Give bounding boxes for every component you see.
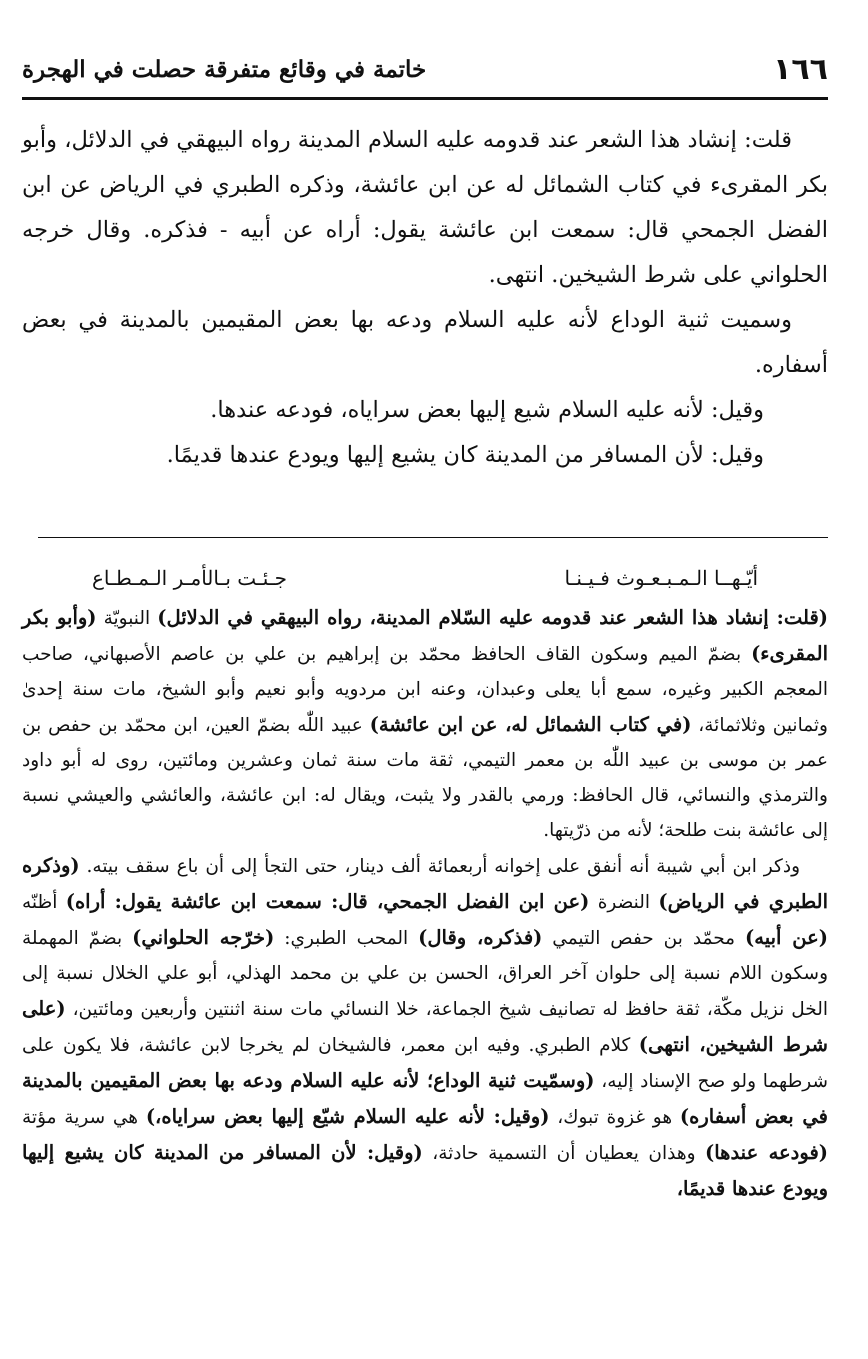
running-title: خاتمة في وقائع متفرقة حصلت في الهجرة [22, 55, 427, 83]
commentary-text-run: بضمّ الميم وسكون القاف الحافظ محمّد بن إبراهيم بن علي بن عاصم الأصبهاني، صاحب المعجم الكبير وغيره، سمع أبا يعلى وعبدان، وعنه ابن مردويه وأبو نعيم وأبو الشيخ، مات سنة إحدىٰ وثمانين وثلاثمائة، [22, 644, 828, 736]
quoted-text: (وسمّيت ثنية الوداع؛ لأنه عليه السلام ودعه بها بعض المقيمين بالمدينة في بعض أسفاره) [22, 1069, 828, 1128]
commentary-text-run: هو غزوة تبوك، [549, 1107, 680, 1128]
main-paragraph-4: وقيل: لأن المسافر من المدينة كان يشيع إليها ويودع عندها قديمًا. [166, 442, 764, 468]
quoted-text: (عن أبيه) [745, 926, 828, 949]
quoted-text: (فودعه عندها) [705, 1141, 828, 1164]
page-header [22, 44, 828, 94]
main-text [22, 118, 828, 478]
commentary-text-run: المحب الطبري: [274, 928, 419, 949]
verse-second-hemistich: جـئـت بـالأمـر الـمـطـاع [92, 566, 288, 590]
commentary-text-run: عبيد اللّٰه بضمّ العين، ابن محمّد بن حفص بن عمر بن موسى بن عبيد اللّٰه بن معمر التيمي، ثقة مات سنة ثمان وعشرين ومائتين، روى له أبو داود والترمذي والنسائي، قال الحافظ: ورمي بالقدر ولا يثبت، ويقال له: ابن عائشة، والعائشي والعيشي نسبة إلى عائشة بنت طلحة؛ لأنه من ذرّيتها. [22, 715, 828, 841]
quoted-text: (وقيل: لأنه عليه السلام شيّع إليها بعض سراياه،) [145, 1105, 550, 1128]
header-rule [22, 97, 828, 100]
commentary-text-run: هي سرية مؤتة [22, 1107, 146, 1128]
commentary-text-run: محمّد بن حفص التيمي [542, 928, 746, 949]
quoted-text: (في كتاب الشمائل له، عن ابن عائشة) [369, 713, 692, 736]
main-paragraph-1: قلت: إنشاد هذا الشعر عند قدومه عليه السلام المدينة رواه البيهقي في الدلائل، وأبو بكر المقرىء في كتاب الشمائل له عن ابن عائشة، وذكره الطبري في الرياض عن ابن الفضل الجمحي قال: سمعت ابن عائشة يقول: أراه عن أبيه - فذكره. وقال خرجه الحلواني على شرط الشيخين. انتهى. [22, 127, 828, 288]
poem-verse [22, 556, 828, 600]
commentary-paragraph-1 [22, 600, 828, 848]
commentary-text-run: النضرة [589, 892, 659, 913]
quoted-text: (وذكره الطبري في الرياض) [22, 854, 829, 913]
commentary-text-run: بضمّ المهملة وسكون اللام نسبة إلى حلوان آخر العراق، الحسن بن علي بن محمد الهذلي، أبو علي الخلال نسبة إلى الخل نزيل مكّة، ثقة حافظ له تصانيف شيخ الجماعة، خلا النسائي مات سنة اثنتين وأربعين ومائتين، [22, 928, 828, 1020]
main-paragraph-2: وسميت ثنية الوداع لأنه عليه السلام ودعه بها بعض المقيمين بالمدينة في بعض أسفاره. [22, 307, 828, 378]
footnote-separator [38, 537, 828, 538]
commentary-text-run: وذكر ابن أبي شيبة أنه أنفق على إخوانه أربعمائة ألف دينار، حتى التجأ إلى أن باع سقف بيته. [79, 856, 800, 877]
commentary-text-run: أظنّه [22, 892, 66, 913]
quoted-text: (على شرط الشيخين، انتهى) [22, 997, 828, 1056]
commentary-paragraph-2 [22, 848, 828, 1207]
quoted-text: (قلت: إنشاد هذا الشعر عند قدومه عليه السّلام المدينة، رواه البيهقي في الدلائل) [157, 606, 829, 629]
commentary-text-run: النبويّة [96, 608, 158, 629]
verse-first-hemistich: أيّـهــا الـمـبـعـوث فـيـنـا [564, 566, 758, 590]
quoted-text: (فذكره، وقال) [418, 926, 543, 949]
commentary-text-run: وهذان يعطيان أن التسمية حادثة، [422, 1143, 705, 1164]
quoted-text: (خرّجه الحلواني) [132, 926, 275, 949]
commentary-text-run: كلام الطبري. وفيه ابن معمر، فالشيخان لم يخرجا لابن عائشة، فلا يكون على شرطهما ولو صح الإسناد إليه، [22, 1035, 828, 1092]
quoted-text: (وقيل: لأن المسافر من المدينة كان يشيع إليها ويودع عندها قديمًا، [22, 1141, 828, 1200]
quoted-text: (عن ابن الفضل الجمحي، قال: سمعت ابن عائشة يقول: أراه) [65, 890, 590, 913]
main-paragraph-3: وقيل: لأنه عليه السلام شيع إليها بعض سراياه، فودعه عندها. [210, 397, 764, 423]
quoted-text: (وأبو بكر المقرىء) [22, 606, 828, 665]
page-number: ١٦٦ [773, 51, 828, 87]
commentary-text [22, 600, 828, 1207]
